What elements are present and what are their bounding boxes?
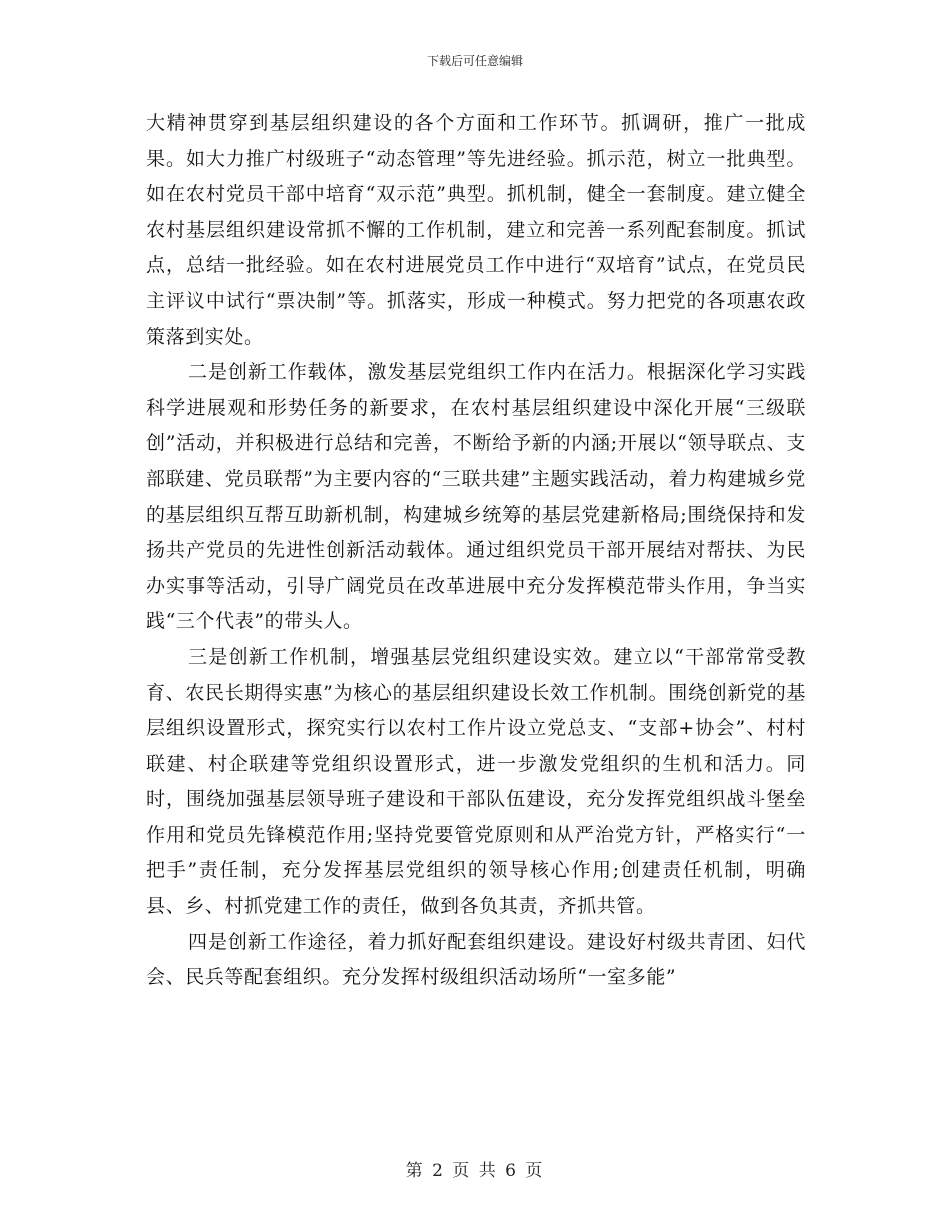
paragraph-4-innovation-approach: 四是创新工作途径，着力抓好配套组织建设。建设好村级共青团、妇代会、民兵等配套组织。充分发挥村级组织活动场所“一室多能” xyxy=(146,930,806,989)
document-body xyxy=(146,106,806,996)
paragraph-2-innovation-carrier: 二是创新工作载体，激发基层党组织工作内在活力。根据深化学习实践科学进展观和形势任务的新要求，在农村基层组织建设中深化开展“三级联创”活动，并积极进行总结和完善，不断给予新的内涵;开展以“领导联点、支部联建、党员联帮”为主要内容的“三联共建”主题实践活动，着力构建城乡党的基层组织互帮互助新机制，构建城乡统筹的基层党建新格局;围绕保持和发扬共产党员的先进性创新活动载体。通过组织党员干部开展结对帮扶、为民办实事等活动，引导广阔党员在改革进展中充分发挥模范带头作用，争当实践“三个代表”的带头人。 xyxy=(146,361,806,633)
page-number-footer: 第 2 页 共 6 页 xyxy=(405,1161,545,1181)
paragraph-continuation: 大精神贯穿到基层组织建设的各个方面和工作环节。抓调研，推广一批成果。如大力推广村级班子“动态管理”等先进经验。抓示范，树立一批典型。如在农村党员干部中培育“双示范”典型。抓机制，健全一套制度。建立健全农村基层组织建设常抓不懈的工作机制，建立和完善一系列配套制度。抓试点，总结一批经验。如在农村进展党员工作中进行“双培育”试点，在党员民主评议中试行“票决制”等。抓落实，形成一种模式。努力把党的各项惠农政策落到实处。 xyxy=(146,112,806,348)
paragraph-3-innovation-mechanism: 三是创新工作机制，增强基层党组织建设实效。建立以“干部常常受教育、农民长期得实惠”为核心的基层组织建设长效工作机制。围绕创新党的基层组织设置形式，探究实行以农村工作片设立党总支、“支部+协会”、村村联建、村企联建等党组织设置形式，进一步激发党组织的生机和活力。同时，围绕加强基层领导班子建设和干部队伍建设，充分发挥党组织战斗堡垒作用和党员先锋模范作用;坚持党要管党原则和从严治党方针，严格实行“一把手”责任制，充分发挥基层党组织的领导核心作用;创建责任机制，明确县、乡、村抓党建工作的责任，做到各负其责，齐抓共管。 xyxy=(146,645,806,918)
page-header-note: 下载后可任意编辑 xyxy=(426,54,523,68)
